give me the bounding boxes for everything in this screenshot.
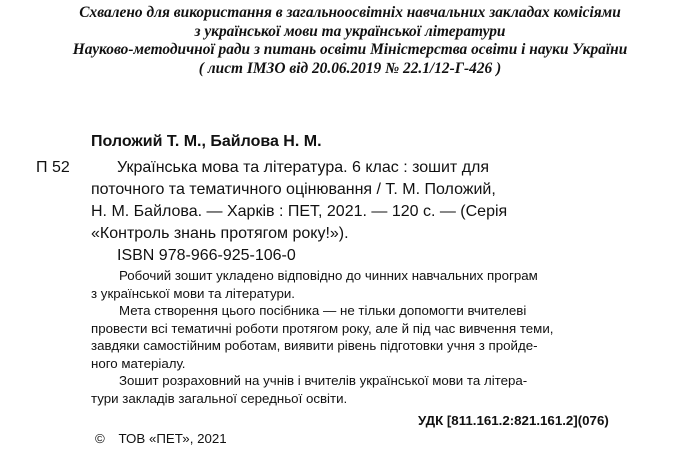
biblio-line: Н. М. Байлова. — Харків : ПЕТ, 2021. — 120 с. — (Серія (91, 203, 508, 220)
biblio-line: Українська мова та література. 6 клас : зошит для (117, 159, 490, 176)
annotation-line: Робочий зошит укладено відповідно до чинних навчальних програм (119, 268, 538, 283)
approval-line: ( лист ІМЗО від 20.06.2019 № 22.1/12-Г-426 ) (198, 59, 502, 77)
annotation-line: провести всі тематичні роботи протягом року, але й під час вивчення теми, (91, 320, 554, 336)
annotation-line: Зошит розраховний на учнів і вчителів української мови та літера- (119, 373, 528, 388)
annotation-line: Мета створення цього посібника — не тільки допомогти вчителеві (119, 303, 527, 318)
biblio-line: поточного та тематичного оцінювання / Т. М. Положий, (91, 181, 496, 198)
isbn: ISBN 978-966-925-106-0 (117, 247, 296, 264)
annotation-line: ного матеріалу. (91, 355, 186, 371)
copyright-text: ТОВ «ПЕТ», 2021 (118, 431, 227, 446)
approval-notice (0, 4, 700, 78)
annotation-line: з української мови та літератури. (91, 285, 295, 301)
approval-line: Науково-методичної ради з питань освіти Міністерства освіти і науки України (72, 41, 628, 58)
bibliographic-description (91, 157, 661, 245)
annotation-line: завдяки самостійним роботам, виявити рівень підготовки учня з пройде- (91, 338, 538, 353)
biblio-line: «Контроль знань протягом року!»). (91, 225, 349, 242)
annotation (91, 267, 666, 407)
copyright-icon: © (95, 431, 105, 446)
copyright-notice (95, 430, 227, 448)
annotation-line: тури закладів загальної середньої освіти. (91, 390, 348, 406)
approval-line: з української мови та української літератури (194, 22, 506, 40)
authors-heading: Положий Т. М., Байлова Н. М. (91, 133, 322, 150)
approval-line: Схвалено для використання в загальноосвітніх навчальних закладах комісіями (79, 4, 621, 21)
udc-code: УДК [811.161.2:821.161.2](076) (418, 413, 609, 428)
catalog-code: П 52 (36, 159, 70, 176)
